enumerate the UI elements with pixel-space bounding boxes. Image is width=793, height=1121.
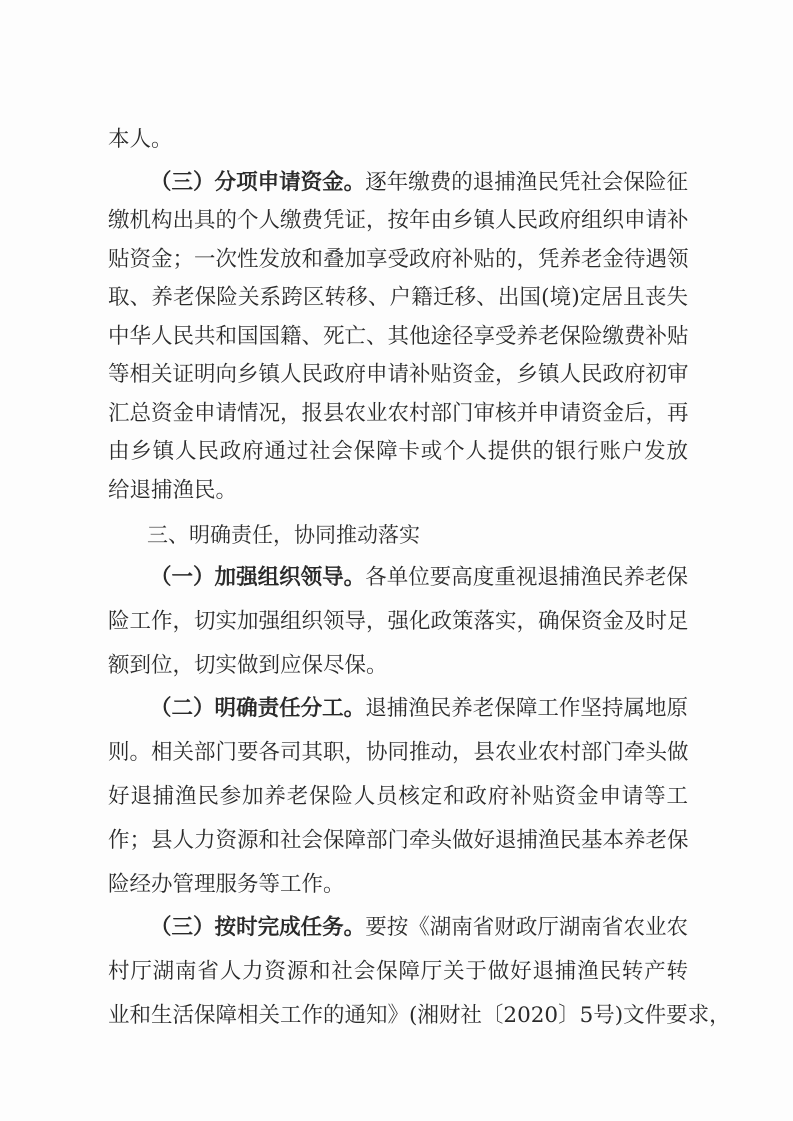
paragraph-line: 险经办管理服务等工作。 bbox=[108, 872, 345, 897]
section-heading: 三、明确责任，协同推动落实 bbox=[147, 523, 420, 547]
paragraph-line: 汇总资金申请情况，报县农业农村部门审核并申请资金后，再 bbox=[108, 401, 689, 426]
paragraph-line: 取、养老保险关系跨区转移、户籍迁移、出国(境)定居且丧失 bbox=[108, 285, 688, 310]
paragraph-line: 则。相关部门要各司其职，协同推动，县农业农村部门牵头做 bbox=[108, 740, 689, 765]
paragraph-line: 中华人民共和国国籍、死亡、其他途径享受养老保险缴费补贴 bbox=[108, 324, 689, 349]
paragraph-line bbox=[150, 913, 688, 943]
line-text: 逐年缴费的退捕渔民凭社会保险征 bbox=[365, 170, 688, 195]
line-text: 各单位要高度重视退捕渔民养老保 bbox=[365, 565, 688, 590]
paragraph-line bbox=[150, 168, 688, 198]
section-lead: （二）明确责任分工。 bbox=[150, 696, 366, 721]
section-lead: （三）按时完成任务。 bbox=[150, 915, 366, 940]
paragraph-line: 缴机构出具的个人缴费凭证，按年由乡镇人民政府组织申请补 bbox=[108, 208, 689, 233]
paragraph-line bbox=[150, 563, 688, 593]
line-text: 退捕渔民养老保障工作坚持属地原 bbox=[365, 696, 688, 721]
paragraph-line: 险工作，切实加强组织领导，强化政策落实，确保资金及时足 bbox=[108, 609, 689, 634]
paragraph-line: 作；县人力资源和社会保障部门牵头做好退捕渔民基本养老保 bbox=[108, 828, 689, 853]
section-lead: （三）分项申请资金。 bbox=[150, 170, 366, 195]
paragraph-line: 村厅湖南省人力资源和社会保障厅关于做好退捕渔民转产转 bbox=[108, 959, 688, 984]
paragraph-line: 给退捕渔民。 bbox=[108, 478, 238, 503]
paragraph-line: 本人。 bbox=[108, 127, 173, 152]
paragraph-line bbox=[150, 694, 688, 724]
paragraph-line: 贴资金；一次性发放和叠加享受政府补贴的，凭养老金待遇领 bbox=[108, 247, 689, 272]
paragraph-line: 额到位，切实做到应保尽保。 bbox=[108, 653, 388, 678]
paragraph-line: 业和生活保障相关工作的通知》(湘财社〔2020〕5号)文件要求， bbox=[108, 1003, 731, 1028]
paragraph-line: 由乡镇人民政府通过社会保障卡或个人提供的银行账户发放 bbox=[108, 439, 688, 464]
paragraph-line: 等相关证明向乡镇人民政府申请补贴资金，乡镇人民政府初审 bbox=[108, 362, 689, 387]
line-text: 要按《湖南省财政厅湖南省农业农 bbox=[365, 915, 688, 940]
section-lead: （一）加强组织领导。 bbox=[150, 565, 366, 590]
paragraph-line: 好退捕渔民参加养老保险人员核定和政府补贴资金申请等工 bbox=[108, 784, 688, 809]
